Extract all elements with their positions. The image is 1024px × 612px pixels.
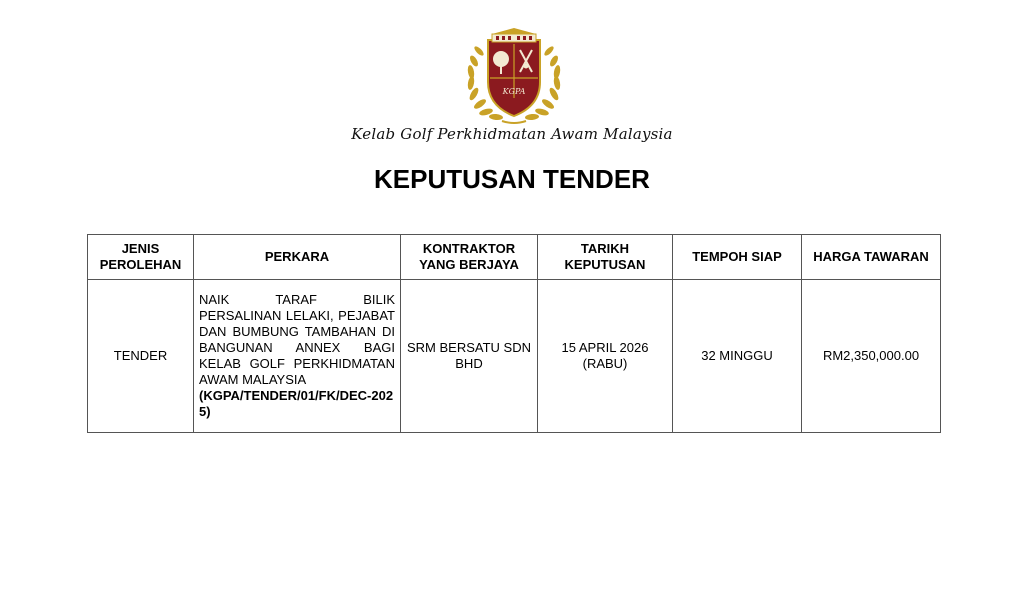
tarikh-date: 15 APRIL 2026 — [561, 340, 649, 355]
cell-harga-tawaran: RM2,350,000.00 — [802, 280, 941, 433]
tender-result-table — [87, 234, 941, 433]
tarikh-day: (RABU) — [582, 356, 628, 371]
cell-perkara — [194, 280, 401, 433]
header-jenis-perolehan: JENIS PEROLEHAN — [88, 235, 194, 280]
header-kontraktor: KONTRAKTOR YANG BERJAYA — [401, 235, 538, 280]
perkara-description: NAIK TARAF BILIK PERSALINAN LELAKI, PEJABAT DAN BUMBUNG TAMBAHAN DI BANGUNAN ANNEX BAGI KELAB GOLF PERKHIDMATAN AWAM MALAYSIA — [199, 292, 395, 387]
header-perkara: PERKARA — [194, 235, 401, 280]
svg-text:KGPA: KGPA — [502, 87, 526, 96]
cell-kontraktor: SRM BERSATU SDN BHD — [401, 280, 538, 433]
header-tarikh-keputusan: TARIKH KEPUTUSAN — [538, 235, 673, 280]
cell-tarikh-keputusan — [538, 280, 673, 433]
page-title: KEPUTUSAN TENDER — [374, 164, 650, 194]
cell-jenis-perolehan: TENDER — [88, 280, 194, 433]
perkara-reference: (KGPA/TENDER/01/FK/DEC-2025) — [199, 388, 394, 419]
header-tempoh-siap: TEMPOH SIAP — [673, 235, 802, 280]
table-header-row — [88, 235, 941, 280]
kgpa-crest-logo-icon — [462, 26, 566, 126]
table-row — [88, 280, 941, 433]
organization-name: Kelab Golf Perkhidmatan Awam Malaysia — [351, 125, 673, 143]
cell-tempoh-siap: 32 MINGGU — [673, 280, 802, 433]
header-harga-tawaran: HARGA TAWARAN — [802, 235, 941, 280]
